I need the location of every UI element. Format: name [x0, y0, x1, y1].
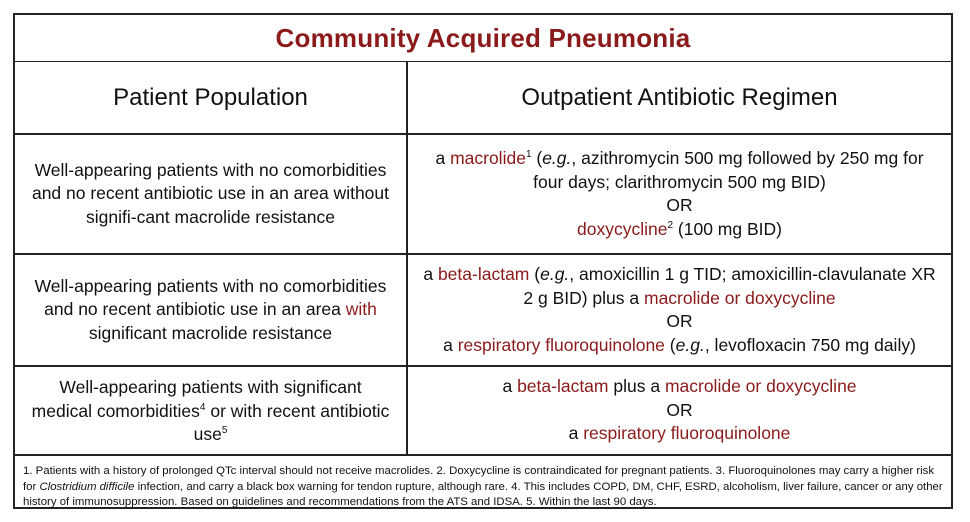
header-regimen-label: Outpatient Antibiotic Regimen — [521, 83, 838, 111]
population-text — [15, 275, 406, 346]
regimen-text — [408, 263, 951, 357]
footnote-ref-4: 4 — [199, 401, 206, 413]
footnotes — [15, 456, 951, 509]
title-row — [15, 15, 951, 62]
or-text: OR — [666, 311, 693, 331]
footnote-ref-5: 5 — [221, 425, 228, 437]
header-population-label: Patient Population — [113, 83, 308, 111]
regimen-word: a — [443, 334, 458, 355]
header-population — [15, 62, 408, 133]
drug-macrolide-or-doxycycline: macrolide or doxycycline — [644, 287, 836, 308]
regimen-text — [492, 375, 866, 446]
population-part: Well-appearing patients with no comorbidities and no recent antibiotic use in an area — [34, 275, 387, 320]
table-title: Community Acquired Pneumonia — [275, 22, 691, 53]
footnote-ref-2: 2 — [667, 219, 674, 231]
population-part: or with recent antibiotic use — [193, 400, 390, 444]
table-row — [15, 367, 951, 456]
header-row — [15, 62, 951, 135]
population-part: Well-appearing patients with significant medical comorbidities — [31, 377, 362, 421]
drug-beta-lactam: beta-lactam — [437, 264, 530, 284]
regimen-word: a — [435, 148, 451, 168]
regimen-word: ( — [531, 148, 543, 168]
regimen-detail: , levofloxacin 750 mg daily) — [704, 334, 916, 355]
regimen-cell — [408, 367, 951, 454]
drug-doxycycline: doxycycline — [577, 218, 668, 239]
eg-text: e.g. — [542, 148, 572, 168]
eg-text: e.g. — [675, 334, 705, 355]
regimen-word: a — [423, 264, 438, 284]
footnote-part: 1. Patients with a history of prolonged QTc interval should not receive macrolides. 2. Doxycycline is contraindicated for pregnant patients. 3. Fluoroquinolones may carry a higher risk for — [23, 465, 935, 493]
eg-text: e.g. — [540, 264, 570, 284]
drug-macrolide-or-doxycycline: macrolide or doxycycline — [664, 376, 857, 397]
regimen-cell — [408, 255, 951, 365]
population-cell — [15, 367, 408, 454]
population-cell — [15, 135, 408, 253]
doxy-detail: (100 mg BID) — [673, 218, 782, 239]
regimen-word: ( — [529, 264, 541, 284]
drug-fluoroquinolone: respiratory fluoroquinolone — [457, 334, 665, 355]
drug-fluoroquinolone: respiratory fluoroquinolone — [583, 423, 791, 444]
regimen-text — [408, 147, 951, 241]
regimen-word: a — [502, 376, 518, 397]
regimen-detail: , azithromycin 500 mg followed by 250 mg for four days; clarithromycin 500 mg BID) — [533, 148, 924, 192]
or-text: OR — [666, 195, 693, 215]
regimen-word: ( — [664, 334, 676, 355]
population-cell — [15, 255, 408, 365]
table-row — [15, 135, 951, 255]
drug-macrolide: macrolide — [450, 148, 526, 168]
regimen-cell — [408, 135, 951, 253]
regimen-detail: , amoxicillin 1 g TID; amoxicillin-clavulanate XR 2 g BID) plus a — [523, 264, 936, 308]
drug-beta-lactam: beta-lactam — [517, 376, 609, 397]
footnote-part: infection, and carry a black box warning for tendon rupture, although rare. 4. This includes COPD, DM, CHF, ESRD, alcoholism, liver failure, cancer or any other history of immunosuppression. Based on guidelines and recommendations from the ATS and IDSA. 5. Within the last 90 days. — [23, 480, 943, 508]
table-row — [15, 255, 951, 367]
regimen-word: plus a — [608, 376, 665, 397]
footnote-ref-1: 1 — [525, 149, 532, 161]
population-text — [15, 376, 406, 447]
population-text: Well-appearing patients with no comorbidities and no recent antibiotic use in an area without signifi-cant macrolide resistance — [31, 159, 390, 227]
population-part: significant macrolide resistance — [88, 322, 333, 343]
pneumonia-table — [13, 13, 953, 509]
footnote-cdiff: Clostridium difficile — [39, 480, 135, 493]
header-regimen — [408, 62, 951, 133]
with-emphasis: with — [345, 299, 377, 320]
regimen-word: a — [568, 423, 584, 444]
or-text: OR — [666, 399, 693, 420]
